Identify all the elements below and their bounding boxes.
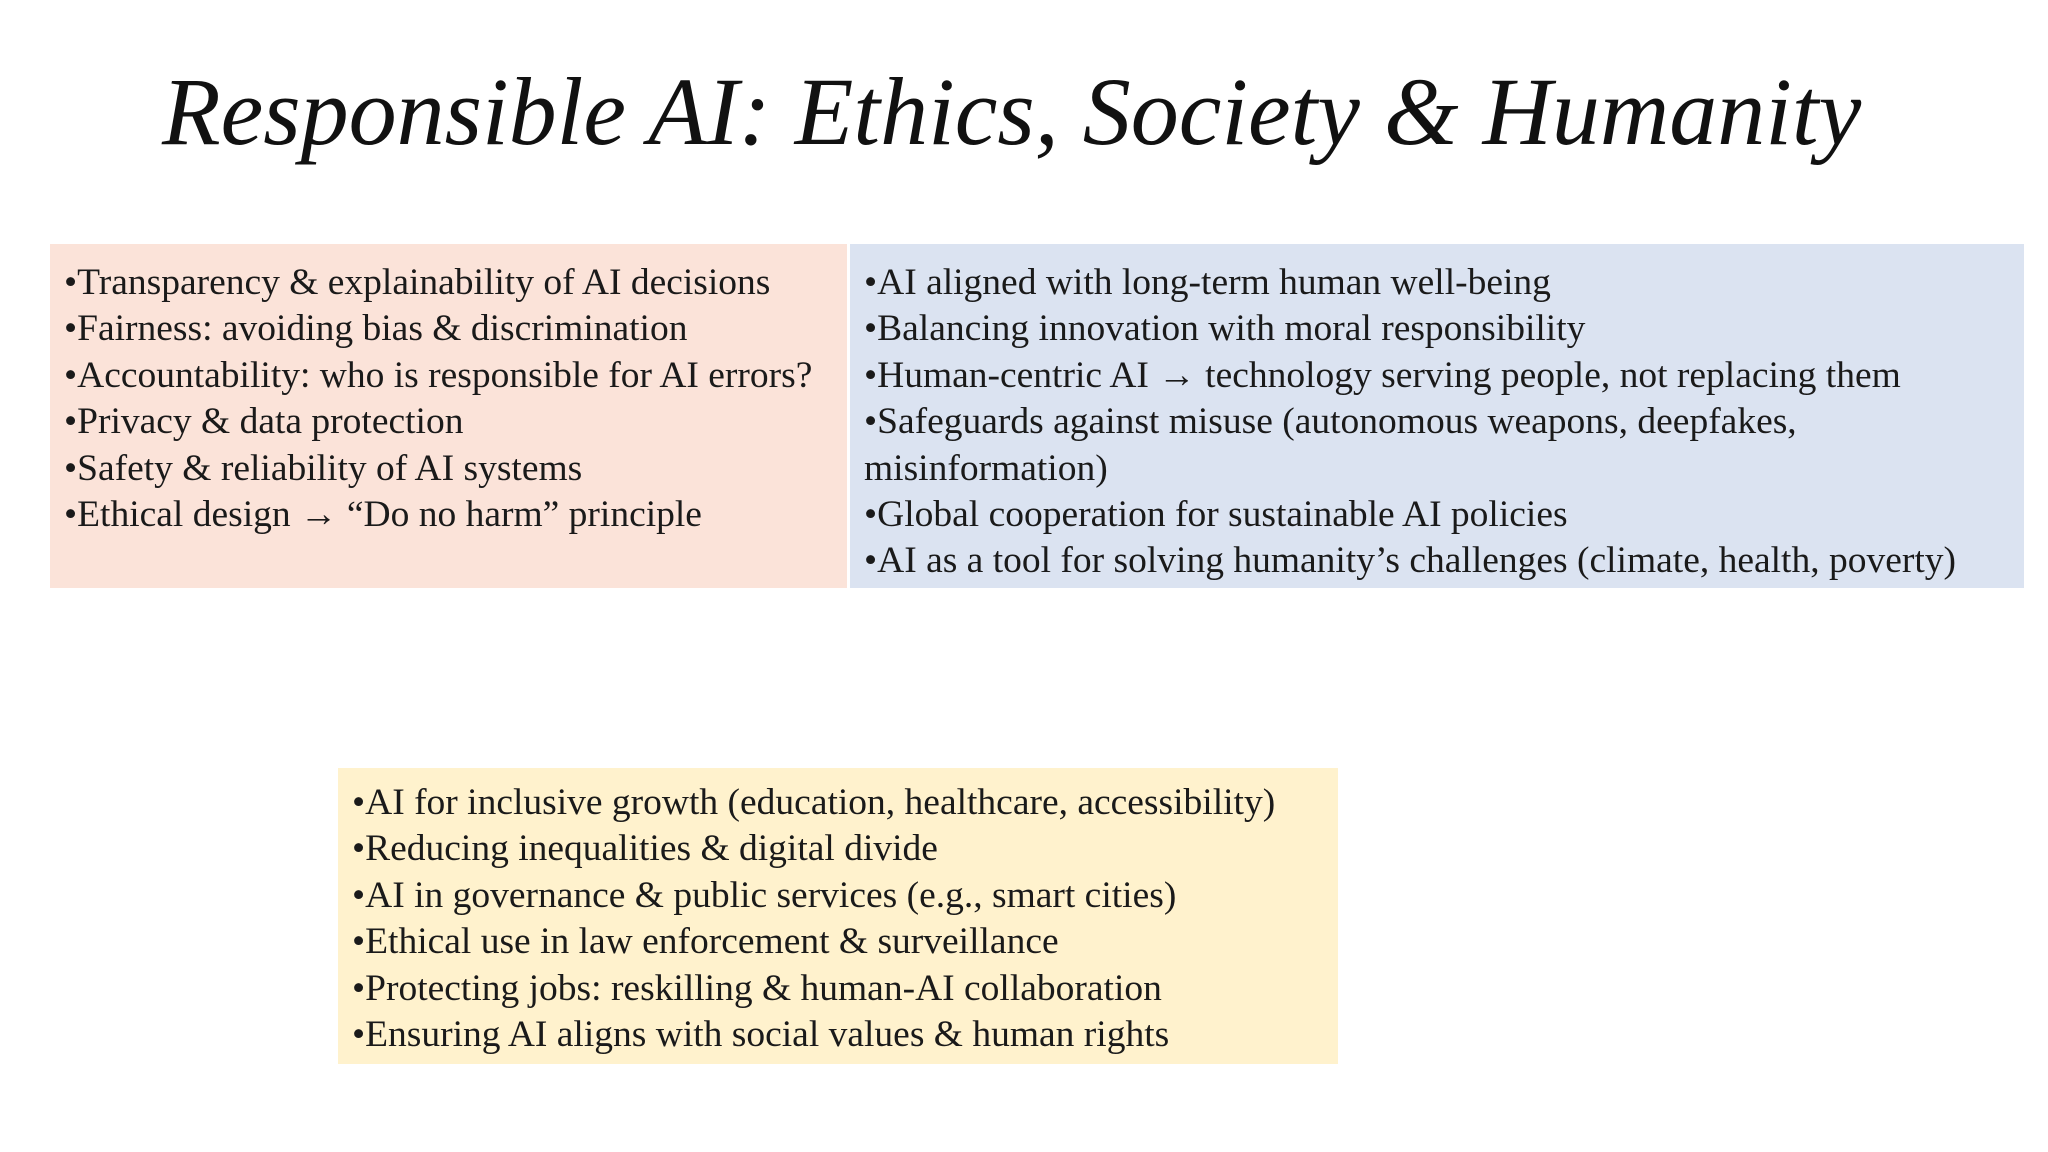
society-item-governance: •AI in governance & public services (e.g., smart cities) (352, 874, 1177, 916)
humanity-item-global-cooperation: •Global cooperation for sustainable AI policies (864, 494, 1568, 536)
humanity-item-well-being: •AI aligned with long-term human well-being (864, 262, 1551, 303)
society-item-protecting-jobs: •Protecting jobs: reskilling & human-AI collaboration (352, 967, 1162, 1009)
society-item-reducing-inequalities: •Reducing inequalities & digital divide (352, 828, 938, 870)
humanity-item-human-centric: •Human-centric AI → technology serving people, not replacing them (864, 354, 1901, 396)
ethics-item-safety: •Safety & reliability of AI systems (64, 447, 583, 489)
ethics-item-accountability: •Accountability: who is responsible for AI errors? (64, 354, 813, 396)
ethics-item-fairness: •Fairness: avoiding bias & discrimination (64, 308, 688, 350)
society-item-social-values: •Ensuring AI aligns with social values & human rights (352, 1014, 1170, 1056)
slide-title: Responsible AI: Ethics, Society & Humanity (162, 58, 1862, 165)
ethics-item-transparency: •Transparency & explainability of AI decisions (64, 262, 771, 303)
humanity-item-humanity-challenges: •AI as a tool for solving humanity’s challenges (climate, health, poverty) (864, 540, 1957, 582)
society-box (338, 768, 1338, 1064)
society-item-law-enforcement: •Ethical use in law enforcement & surveillance (352, 921, 1059, 963)
humanity-box (850, 244, 2024, 588)
ethics-item-privacy: •Privacy & data protection (64, 401, 464, 443)
humanity-item-balancing-innovation: •Balancing innovation with moral responsibility (864, 308, 1586, 350)
ethics-item-ethical-design: •Ethical design → “Do no harm” principle (64, 494, 702, 536)
ethics-box (50, 244, 847, 588)
humanity-item-safeguards: •Safeguards against misuse (autonomous weapons, deepfakes, misinformation) (864, 401, 1797, 489)
society-item-inclusive-growth: •AI for inclusive growth (education, healthcare, accessibility) (352, 782, 1276, 823)
